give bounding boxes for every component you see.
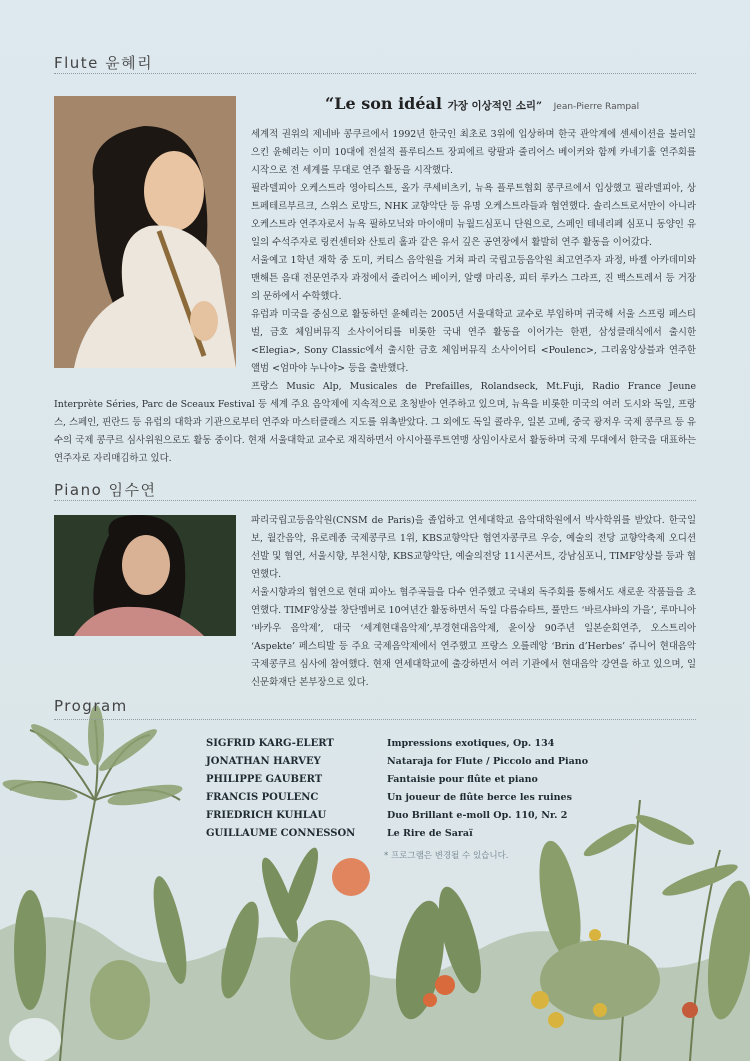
program-divider (54, 719, 696, 720)
program-composer: GUILLAUME CONNESSON (206, 828, 356, 839)
piano-divider (54, 500, 696, 501)
program-composer: SIGFRID KARG-ELERT (206, 738, 334, 749)
flute-section-title: Flute 윤혜리 (54, 54, 154, 72)
program-composer: FRIEDRICH KUHLAU (206, 810, 327, 821)
pianist-bio-paragraph: 서울시향과의 협연으로 현대 피아노 협주곡들을 다수 연주했고 국내외 독주회를 통해서도 새로운 작품들을 초연했다. TIMF앙상블 창단멤버로 10여년간 활동하면서 독일 다름슈타트, 풀만드 ‘바르샤바의 가을’, 루마니아 ‘바카우 음악제’, 대국 ‘세계현대음악제’,부경현대음악제, 윤이상 90주년 일본순회연주, 오스트리아 ‘Aspekte’ 페스티발 등 주요 국제음악제에서 연주했고 프랑스 오를레앙 ‘Brin d’Herbes’ 쥬니어 현대음악 국제콩쿠르 심사에 참여했다. 현재 연세대학교에 출강하면서 여러 기관에서 현대음악 강연을 하고 있으며, 일신문화재단 본부장으로 있다. (251, 587, 696, 688)
program-work: Un joueur de flûte berce les ruines (387, 792, 572, 803)
program-work: Duo Brillant e-moll Op. 110, Nr. 2 (387, 810, 568, 821)
flutist-photo (54, 96, 236, 368)
program-work: Fantaisie pour flûte et piano (387, 774, 538, 785)
piano-section-title: Piano 임수연 (54, 481, 157, 499)
flutist-bio-top (251, 126, 696, 378)
program-composer: JONATHAN HARVEY (206, 756, 321, 767)
program-works (387, 735, 588, 843)
program-work: Impressions exotiques, Op. 134 (387, 738, 555, 749)
flute-divider (54, 73, 696, 74)
program-section-title: Program (54, 697, 128, 715)
program-work: Nataraja for Flute / Piccolo and Piano (387, 756, 589, 767)
flutist-bio-paragraph: 필라델피아 오케스트라 영아티스트, 올가 쿠세비츠키, 뉴욕 플루트협회 콩쿠르에서 입상했고 필라델피아, 상트페테르부르크, 스위스 로망드, NHK 교향악단 등 유명 오케스트라들과 협연했다. 솔리스트로서만이 아니라 오케스트라 연주자로서 뉴욕 필하모닉와 마이애미 뉴월드심포니 단원으로, 스페인 테네리페 심포니 동양인 유일의 수석주자로 링컨센터와 산토리 홀과 같은 유서 깊은 공연장에서 활발히 연주 활동을 이어갔다. (251, 183, 696, 248)
flutist-bio-paragraph: 세계적 권위의 제네바 콩쿠르에서 1992년 한국인 최초로 3위에 입상하며 한국 관악계에 센세이션을 불러일으킨 윤혜리는 이미 10대에 전설적 플루티스트 장피에르 랑팔과 줄리어스 베이커와 함께 카네기홀 연주회를 시작으로 전 세계를 무대로 연주 활동을 시작했다. (251, 129, 696, 176)
program-composer: FRANCIS POULENC (206, 792, 319, 803)
flutist-bio-full: 프랑스 Music Alp, Musicales de Prefailles, Rolandseck, Mt.Fuji, Radio France Jeune Interprète Séries, Parc de Sceaux Festival 등 세계 주요 음악제에 지속적으로 초청받아 연주하고 있으며, 뉴욕을 비롯한 미국의 여러 도시와 독일, 프랑스, 스페인, 핀란드 등 유럽의 대학과 기관으로부터 연주와 마스터클래스 지도를 위촉받았다. 그 외에도 독일 콜라우, 일본 고베, 중국 광저우 국제 콩쿠르 등 유수의 국제 콩쿠르 심사위원으로도 활동 중이다. 현재 서울대학교 교수로 재직하면서 아시아플루트연맹 상임이사로서 활동하며 국제 무대에서 한국을 대표하는 연주자로 자리매김하고 있다. (54, 381, 696, 464)
flutist-bio-paragraph: 서울예고 1학년 재학 중 도미, 커티스 음악원을 거쳐 파리 국립고등음악원 최고연주자 과정, 바젤 아카데미와 맨해튼 음대 전문연주자 과정에서 줄리어스 베이커, 알랭 마리옹, 피터 루카스 그라프, 진 백스트레서 등 거장의 문하에서 수학했다. (251, 255, 696, 302)
quote-korean: 가장 이상적인 소리” (447, 100, 543, 112)
program-work: Le Rire de Saraï (387, 828, 473, 839)
flutist-bio-paragraph: 유럽과 미국을 중심으로 활동하던 윤혜리는 2005년 서울대학교 교수로 부임하며 귀국해 서울 스프링 페스티벌, 금호 체임버뮤직 소사이어티를 비롯한 국내 연주 활동을 이어가는 한편, 삼성클래식에서 출시한 <Elegia>, Sony Classic에서 출시한 금호 체임버뮤직 소사이어티 <Poulenc>, 그리움앙상블과 연주한 앨범 <엄마야 누나야> 등을 출반했다. (251, 309, 696, 374)
pianist-bio-paragraph: 파리국립고등음악원(CNSM de Paris)을 졸업하고 연세대학교 음악대학원에서 박사학위를 받았다. 한국일보, 월간음악, 유로레종 국제콩쿠르 1위, KBS교향악단 협연자콩쿠르 우승, 예술의 전당 교향악축제 오디션 선발 및 협연, 서울시향, 부천시향, KBS교향악단, 예술의전당 11시콘서트, 강남심포니, TIMF앙상블 등과 협연했다. (251, 515, 696, 580)
quote-author: Jean-Pierre Rampal (553, 102, 640, 112)
quote-text: “Le son idéal (325, 94, 442, 113)
sun-circle (332, 858, 370, 896)
program-composer: PHILIPPE GAUBERT (206, 774, 323, 785)
rampal-quote (325, 94, 639, 113)
program-composers (206, 735, 355, 843)
pianist-photo (54, 515, 236, 636)
pianist-bio (251, 512, 696, 692)
program-change-note: * 프로그램은 변경될 수 있습니다. (384, 851, 509, 861)
